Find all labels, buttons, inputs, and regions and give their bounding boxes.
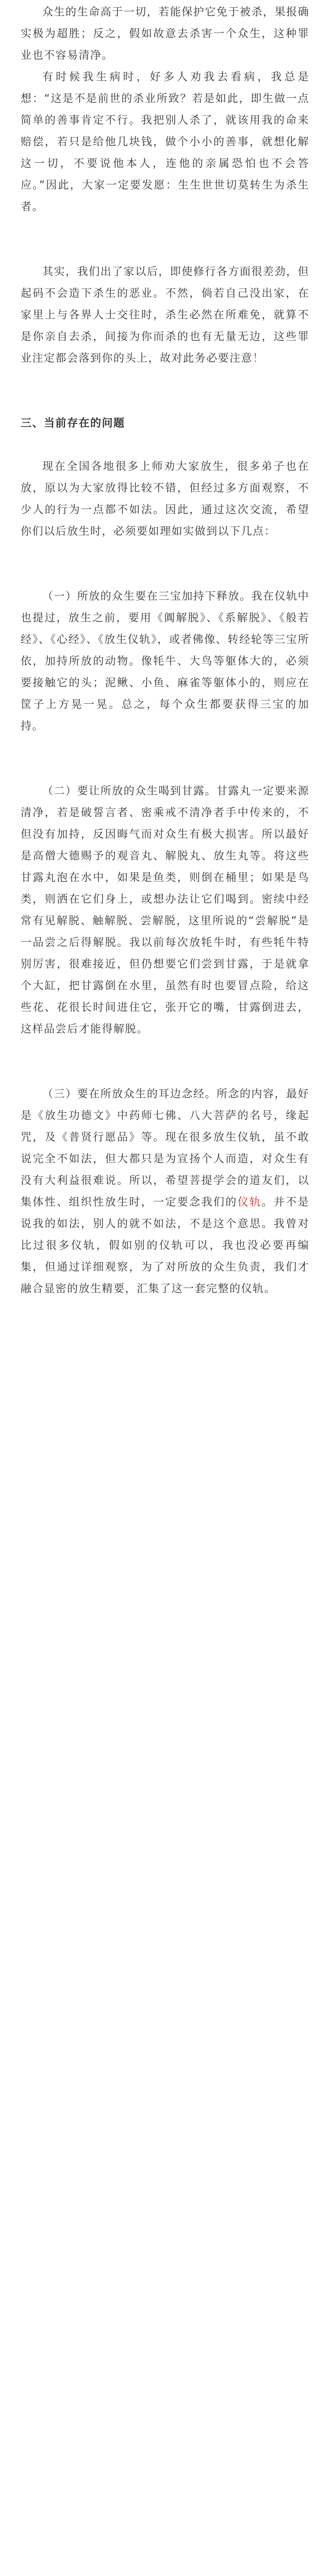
- ritual-highlight: 仪轨: [237, 1196, 262, 1208]
- paragraph-point-three: [21, 1083, 309, 1299]
- paragraph-point-one: （一）所放的众生要在三宝加持下释放。我在仪轨中也提过，放生之前，要用《阗解脱》、《系解脱》、《般若经》、《心经》、《放生仪轨》，或者佛像、转经轮等三宝所依，加持所放的动物。像牦牛、大鸟等躯体大的，必须要接触它的头；泥鳅、小鱼、麻雀等躯体小的，则应在筐子上方晃一晃。总之，每个众生都要获得三宝的加持。: [21, 590, 309, 732]
- paragraph-point-three-text: （三）要在所放众生的耳边念经。所念的内容，最好是《放生功德文》中药师七佛、八大菩萨的名号，缘起咒，及《普贤行愿品》等。现在很多放生仪轨，虽不敢说完全不如法，但大都只是为宣扬个人而造，对众生有没有大利益很难说。所以，希望菩提学会的道友们，以集体性、组织性放生时，一定要念我们的: [21, 1088, 309, 1208]
- paragraph-current-issues: 现在全国各地很多上师劝大家放生，很多弟子也在放，原以为大家放得比较不错，但经过多方面观察，不少人的行为一点都不如法。因此，通过这次交流，希望你们以后放生时，必须要如理如实做到以下几点：: [21, 460, 309, 537]
- spacer: [21, 369, 309, 412]
- paragraph-ordination-benefit: [21, 261, 309, 369]
- spacer: [21, 434, 309, 455]
- paragraph-life-value: 众生的生命高于一切，若能保护它免于被杀，果报确实极为超胜；反之，假如故意去杀害一个众生，这种罪业也不容易清净。: [21, 6, 309, 61]
- spacer: [21, 542, 309, 585]
- paragraph-ordination-text: 其实，我们出了家以后，即使修行各方面很差劲，但起码不会造下杀生的恶业。不然，倘若自己没出家，在家里上与各界人士交往时，杀生必然在所难免，就算不是你亲自去杀，间接为你而杀的也有无量无边，这些罪业注定都会落到你的头上，故对此务必要注意: [21, 265, 309, 364]
- paragraph-point-two: （二）要让所放的众生喝到甘露。甘露丸一定要来源清净，若是破誓言者、密乘戒不清净者手中传来的，不但没有加持，反因晦气而对众生有极大损害。所以最好是高僧大德赐予的观音丸、解脱丸、放生丸等。将这些甘露丸泡在水中，如果是鱼类，则倒在桶里；如果是鸟类，则洒在它们身上，或想办法让它们喝到。密续中经常有见解脱、触解脱、尝解脱，这里所说的“尝解脱”是一品尝之后得解脱。我以前每次放牦牛时，有些牦牛特别厉害，很难接近，但仍想要它们尝到甘露，于是就拿个大缸，把甘露倒在水里，虽然有时也要冒点险，给这些花、花很长时间进住它，张开它的嘴，甘露倒进去，这样品尝后才能得解脱。: [21, 785, 309, 1035]
- paragraph-point-three-rest: 。并不是说我的如法，别人的就不如法，不是这个意思。我曾对比过很多仪轨，假如别的仪轨可以，我也没必要再编集，但通过详细观察，为了对所放的众生负责，我们才融合显密的放生精要，汇集了这一套完整的仪轨。: [21, 1196, 310, 1295]
- spacer: [21, 1040, 309, 1083]
- paragraph-illness-reflection: 有时候我生病时，好多人劝我去看病，我总是想：“这是不是前世的杀业所致？若是如此，即生做一点简单的善事肯定不行。我把别人杀了，就该用我的命来赔偿，若只是给他几块钱，做个小小的善事，就想化解这一切，不要说他本人，连他的亲属恐怕也不会答应。”因此，大家一定要发愿：生生世世切莫转生为杀生者。: [21, 71, 309, 213]
- spacer: [21, 217, 309, 261]
- section-heading: 三、当前存在的问题: [21, 417, 125, 429]
- exclamation-highlight: ！: [253, 352, 265, 364]
- spacer: [21, 737, 309, 780]
